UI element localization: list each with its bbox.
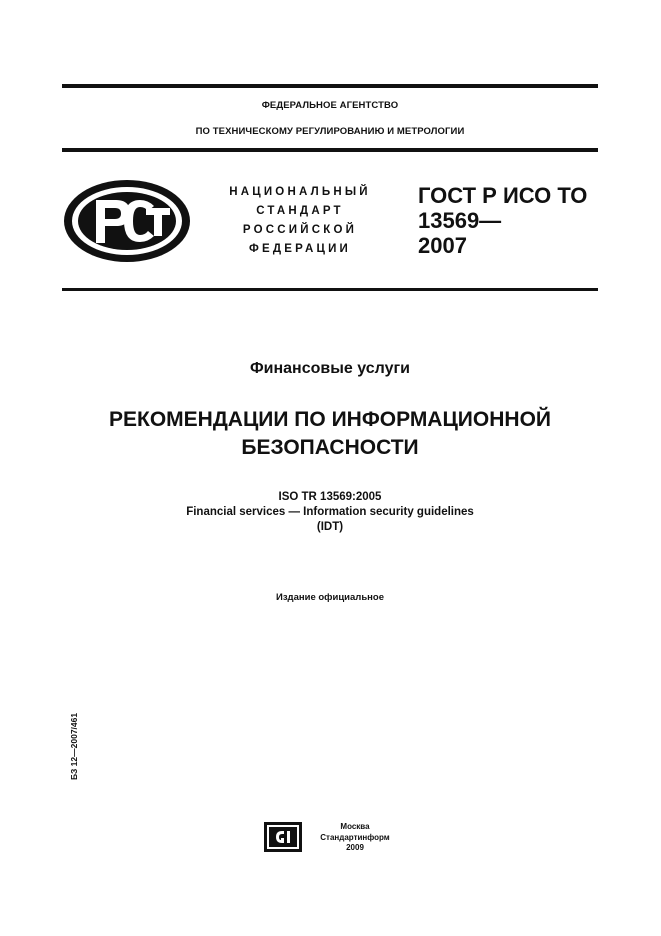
iso-idt: (IDT) (316, 521, 344, 533)
agency-line-2: ПО ТЕХНИЧЕСКОМУ РЕГУЛИРОВАНИЮ И МЕТРОЛОГИИ (195, 126, 465, 137)
document-title (62, 406, 598, 462)
top-rule (62, 84, 598, 88)
designation-line-3: 2007 (418, 233, 467, 258)
iso-code: ISO TR 13569:2005 (278, 491, 382, 503)
lower-rule (62, 288, 598, 291)
publisher-name: Стандартинформ (320, 832, 390, 842)
iso-reference (62, 490, 598, 535)
national-standard-label (200, 183, 400, 259)
iso-english-title: Financial services — Information security guidelines (186, 506, 474, 518)
middle-rule (62, 148, 598, 152)
standartinform-logo-icon (264, 822, 302, 852)
document-subtitle: Финансовые услуги (250, 360, 410, 377)
title-line-1: РЕКОМЕНДАЦИИ ПО ИНФОРМАЦИОННОЙ (108, 408, 551, 431)
edition-label: Издание официальное (276, 592, 384, 603)
agency-line-1: ФЕДЕРАЛЬНОЕ АГЕНТСТВО (261, 100, 399, 111)
designation-line-2: 13569— (418, 208, 502, 233)
rst-logo-icon (62, 178, 192, 264)
standard-designation (418, 183, 587, 258)
national-line-4: ФЕДЕРАЦИИ (248, 243, 352, 255)
publisher-year: 2009 (346, 843, 364, 852)
title-line-2: БЕЗОПАСНОСТИ (241, 436, 419, 459)
national-line-3: РОССИЙСКОЙ (242, 224, 358, 236)
publisher-city: Москва (340, 822, 370, 831)
national-line-1: НАЦИОНАЛЬНЫЙ (229, 186, 371, 198)
national-line-2: СТАНДАРТ (256, 205, 344, 217)
designation-line-1: ГОСТ Р ИСО ТО (418, 183, 588, 208)
publisher-info (300, 822, 410, 854)
side-code: БЗ 12—2007/461 (69, 712, 79, 780)
